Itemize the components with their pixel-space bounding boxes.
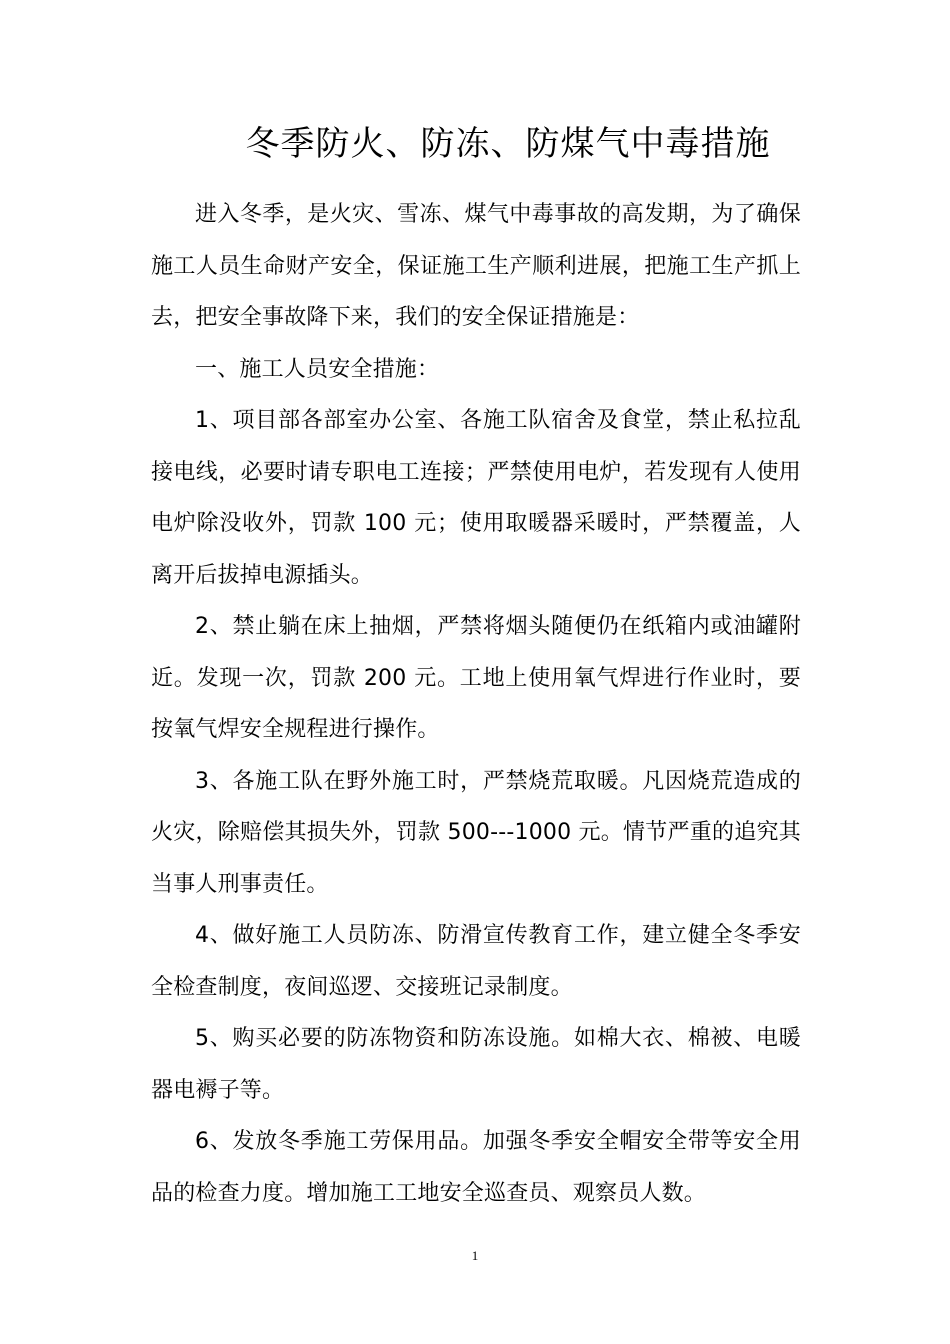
document-body	[151, 189, 801, 1219]
paragraph-intro: 进入冬季，是火灾、雪冻、煤气中毒事故的高发期，为了确保施工人员生命财产安全，保证施工生产顺利进展，把施工生产抓上去，把安全事故降下来，我们的安全保证措施是：	[151, 202, 801, 330]
paragraph-item-1: 1、项目部各部室办公室、各施工队宿舍及食堂，禁止私拉乱接电线，必要时请专职电工连接；严禁使用电炉，若发现有人使用电炉除没收外，罚款 100 元；使用取暖器采暖时，严禁覆盖，人离开后拔掉电源插头。	[151, 408, 801, 588]
paragraph-item-3: 3、各施工队在野外施工时，严禁烧荒取暖。凡因烧荒造成的火灾，除赔偿其损失外，罚款 500---1000 元。情节严重的追究其当事人刑事责任。	[151, 768, 801, 897]
paragraph-item-5: 5、购买必要的防冻物资和防冻设施。如棉大衣、棉被、电暖器电褥子等。	[151, 1026, 801, 1103]
section-heading: 一、施工人员安全措施：	[195, 356, 440, 382]
paragraph-item-4: 4、做好施工人员防冻、防滑宣传教育工作，建立健全冬季安全检查制度，夜间巡逻、交接班记录制度。	[151, 923, 801, 1000]
document-title: 冬季防火、防冻、防煤气中毒措施	[245, 124, 771, 164]
paragraph-item-6: 6、发放冬季施工劳保用品。加强冬季安全帽安全带等安全用品的检查力度。增加施工工地安全巡查员、观察员人数。	[151, 1129, 801, 1206]
page-number: 1	[471, 1248, 479, 1263]
paragraph-item-2: 2、禁止躺在床上抽烟，严禁将烟头随便仍在纸箱内或油罐附近。发现一次，罚款 200 元。工地上使用氧气焊进行作业时，要按氧气焊安全规程进行操作。	[151, 614, 801, 742]
